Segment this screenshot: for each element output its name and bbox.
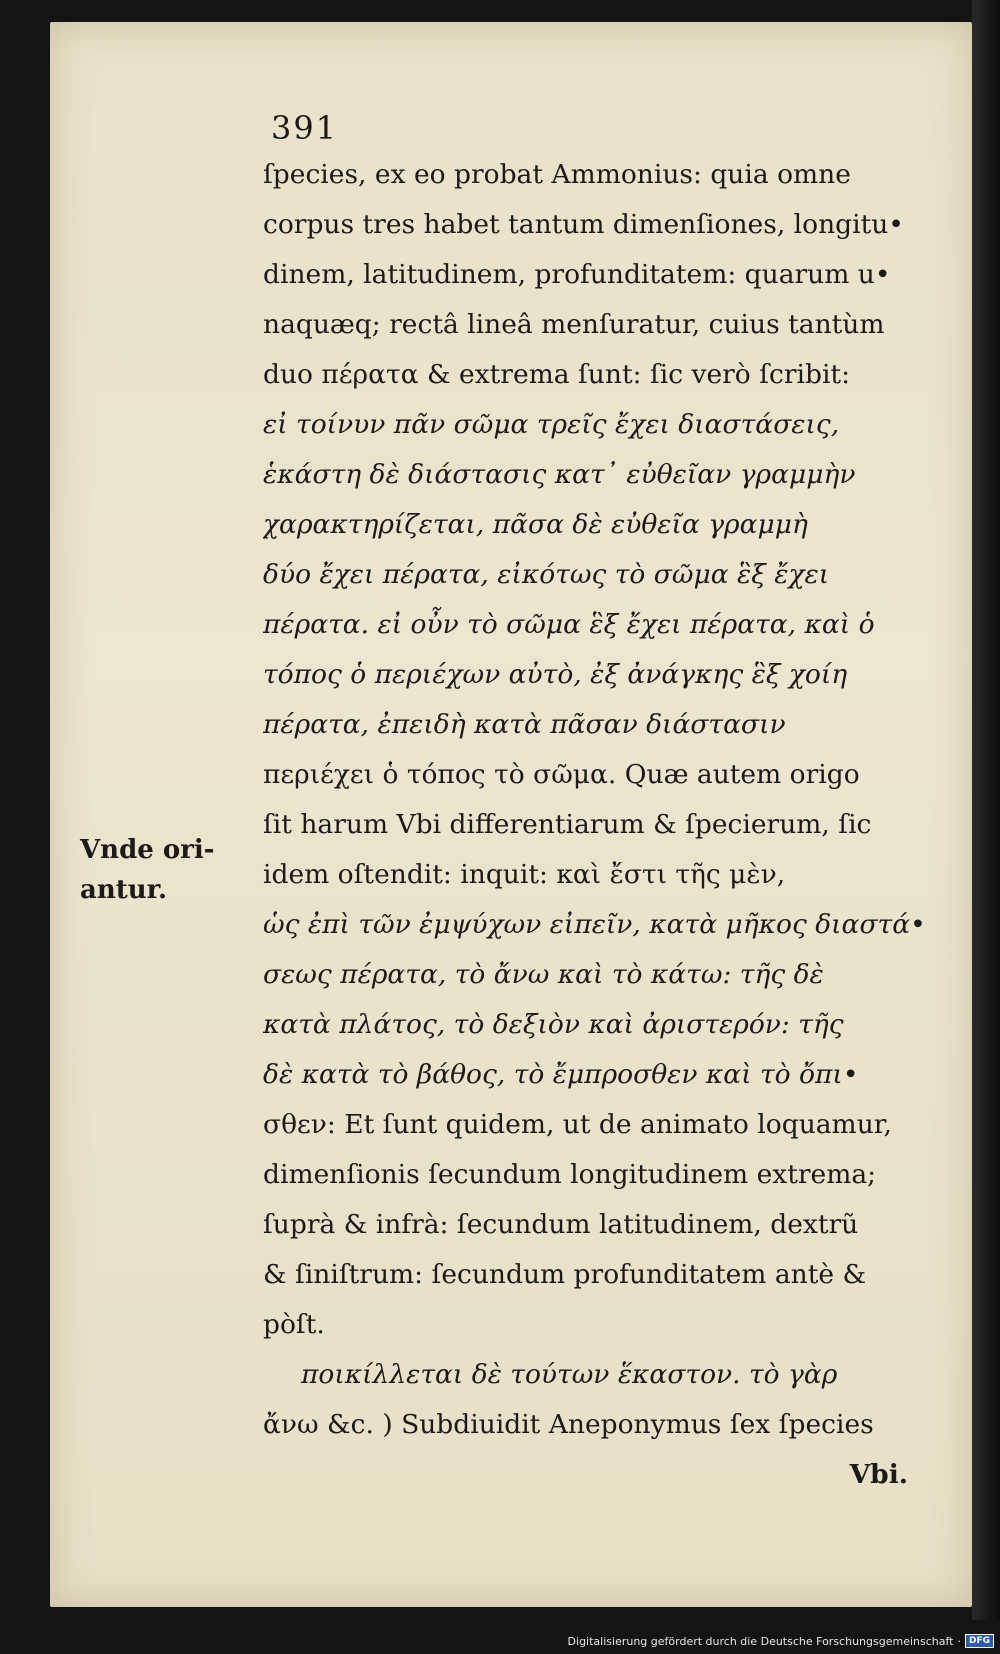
text-line: ὡς ἐπὶ τῶν ἐμψύχων εἰπεῖν, κατὰ μῆκος διαστά• <box>263 909 926 940</box>
dfg-logo-icon: DFG <box>965 1634 994 1648</box>
text-line: τόπος ὁ περιέχων αὐτὸ, ἐξ ἀνάγκης ἓξ χοίη <box>263 659 848 690</box>
text-line: duo πέρατα & extrema ſunt: ſic verò ſcribit: <box>263 359 850 390</box>
text-line: ἄνω &c. ) Subdiuidit Aneponymus ſex ſpecies <box>263 1409 874 1440</box>
text-line: κατὰ πλάτος, τὸ δεξιὸν καὶ ἀριστερόν: τῆς <box>263 1009 844 1040</box>
margin-note <box>80 830 255 910</box>
text-line: ſuprà & infrà: ſecundum latitudinem, dextrũ <box>263 1209 859 1240</box>
text-line: naquæq; rectâ lineâ menſuratur, cuius tantùm <box>263 309 885 340</box>
text-line: dinem, latitudinem, profunditatem: quarum u• <box>263 259 891 290</box>
margin-note-line: antur. <box>80 875 168 905</box>
text-line: ſpecies, ex eo probat Ammonius: quia omne <box>263 159 851 190</box>
text-line: περιέχει ὁ τόπος τὸ σῶμα. Quæ autem origo <box>263 759 860 790</box>
text-line: & ſiniſtrum: ſecundum profunditatem antè & <box>263 1259 867 1290</box>
text-line: σεως πέρατα, τὸ ἄνω καὶ τὸ κάτω: τῆς δὲ <box>263 959 824 990</box>
page-text <box>263 108 953 1500</box>
text-line: ποικίλλεται δὲ τούτων ἕκαστον. τὸ γὰρ <box>301 1359 838 1390</box>
digitization-credit: Digitalisierung gefördert durch die Deutsche Forschungsgemeinschaft · DFG <box>568 1634 994 1648</box>
text-line: σθεν: Et ſunt quidem, ut de animato loquamur, <box>263 1109 892 1140</box>
credit-text: Digitalisierung gefördert durch die Deutsche Forschungsgemeinschaft <box>567 1634 954 1648</box>
margin-note-line: Vnde ori- <box>80 835 215 865</box>
text-line: corpus tres habet tantum dimenſiones, longitu• <box>263 209 904 240</box>
text-line: δύο ἔχει πέρατα, εἰκότως τὸ σῶμα ἓξ ἔχει <box>263 559 830 590</box>
text-line: πέρατα, ἐπειδὴ κατὰ πᾶσαν διάστασιν <box>263 709 786 740</box>
text-line: idem oſtendit: inquit: καὶ ἔστι τῆς μὲν, <box>263 859 786 890</box>
text-line: ſit harum Vbi differentiarum & ſpecierum, ſic <box>263 809 872 840</box>
text-line: πέρατα. εἰ οὖν τὸ σῶμα ἓξ ἔχει πέρατα, καὶ ὁ <box>263 609 875 640</box>
text-line: χαρακτηρίζεται, πᾶσα δὲ εὐθεῖα γραμμὴ <box>263 509 808 540</box>
text-line: Vbi. <box>849 1459 908 1490</box>
text-line: δὲ κατὰ τὸ βάθος, τὸ ἔμπροσθεν καὶ τὸ ὄπι• <box>263 1059 859 1090</box>
text-lines <box>263 150 953 1500</box>
text-line: pòſt. <box>263 1309 325 1340</box>
page-edge-shadow <box>972 0 1000 1620</box>
page-number: 391 <box>271 109 339 147</box>
text-line: εἰ τοίνυν πᾶν σῶμα τρεῖς ἔχει διαστάσεις, <box>263 409 840 440</box>
text-line: dimenſionis ſecundum longitudinem extrema; <box>263 1159 877 1190</box>
text-line: ἑκάστη δὲ διάστασις κατ᾽ εὐθεῖαν γραμμὴν <box>263 459 856 490</box>
